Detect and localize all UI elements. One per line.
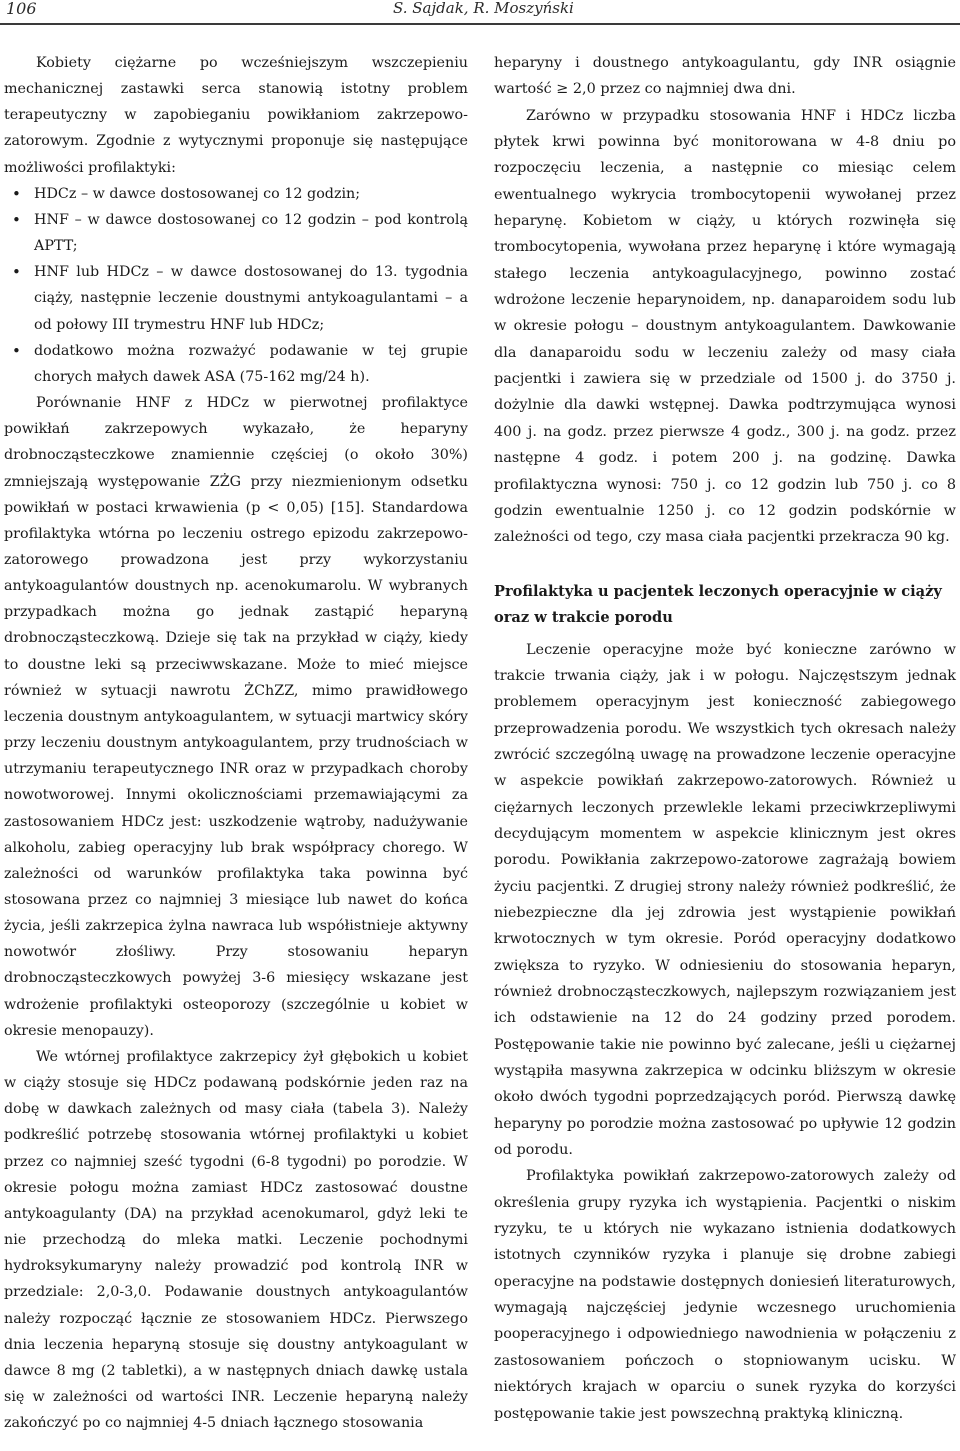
running-header [0,0,960,24]
intro-paragraph: Kobiety ciężarne po wcześniejszym wszczepieniu mechanicznej zastawki serca stanowią istotny problem terapeutyczny w zapobieganiu powikłaniom zakrzepowo-zatorowym. Zgodnie z wytycznymi proponuje się następujące możliwości profilaktyki: [4,55,468,176]
prophylaxis-options-list [4,181,468,390]
list-item: • HNF lub HDCz – w dawce dostosowanej do 13. tygodnia ciąży, następnie leczenie doustnymi antykoagulantami – a od połowy III trymestru HNF lub HDCz; [4,259,468,337]
header-rule [0,23,960,25]
right-column [494,50,956,1427]
list-item: • dodatkowo można rozważyć podawanie w tej grupie chorych małych dawek ASA (75-162 mg/24 h). [4,338,468,390]
continued-paragraph: heparyny i doustnego antykoagulantu, gdy INR osiągnie wartość ≥ 2,0 przez co najmniej dwa dni. [494,55,956,98]
body-paragraph: Leczenie operacyjne może być konieczne zarówno w trakcie trwania ciąży, jak i w połogu. Najczęstszym jednak problemem operacyjnym jest konieczność zabiegowego przeprowadzenia porodu. We wszystkich tych okresach należy zwrócić szczególną uwagę na prowadzone leczenie operacyjne w aspekcie powikłań zakrzepowo-zatorowych. Również u ciężarnych leczonych przewlekle lekami przeciwkrzepliwymi decydującym momentem w aspekcie klinicznym jest okres porodu. Powikłania zakrzepowo-zatorowe zagrażają bowiem życiu pacjentki. Z drugiej strony należy również podkreślić, że niebezpieczne dla jej zdrowia jest wystąpienie powikłań krwotocznych w tym okresie. Poród operacyjny dodatkowo zwiększa to ryzyko. W odniesieniu do stosowania heparyn, również drobnocząsteczkowych, najlepszym rozwiązaniem jest ich odstawienie na 12 do 24 godziny przed porodem. Postępowanie takie nie powinno być zalecane, jeśli u ciężarnej wystąpiła masywna zakrzepica w odcinku bliższym w okresie około dwóch tygodni poprzedzających poród. Pierwszą dawkę heparyny po porodzie można zastosować po upływie 12 godzin od porodu. [494,641,956,1159]
running-head-authors: S. Sajdak, R. Moszyński [393,0,574,17]
body-paragraph: Profilaktyka powikłań zakrzepowo-zatorowych zależy od określenia grupy ryzyka ich wystąpienia. Pacjentki o niskim ryzyku, te u których nie wykazano istnienia dodatkowych istotnych czynników ryzyka i planuje się drobne zabiegi operacyjne na podstawie dostępnych doniesień literaturowych, wymagają najczęściej jedynie wczesnego uruchomienia pooperacyjnego i odpowiedniego nawodnienia w połączeniu z zastosowaniem pończoch o stopniowanym ucisku. W niektórych krajach w oparciu o sunek ryzyka do korzyści postępowanie takie jest powszechną praktyką kliniczną. [494,1168,956,1422]
body-paragraph: We wtórnej profilaktyce zakrzepicy żył głębokich u kobiet w ciąży stosuje się HDCz podawaną podskórnie jeden raz na dobę w dawkach zależnych od masy ciała (tabela 3). Należy podkreślić potrzebę stosowania wtórnej profilaktyki u kobiet przez co najmniej sześć tygodni (6-8 tygodni) po porodzie. W okresie połogu można zamiast HDCz zastosować doustne antykoagulanty (DA) na przykład acenokumarol, gdyż leki te nie przechodzą do mleka matki. Leczenie pochodnymi hydroksykumaryny należy prowadzić pod kontrolą INR w przedziale: 2,0-3,0. Podawanie doustnych antykoagulantów należy rozpocząć łącznie ze stosowaniem HDCz. Pierwszego dnia leczenia heparyną stosuje się doustny antykoagulant w dawce 8 mg (2 tabletki), a w następnych dniach dawkę ustala się w zależności od wartości INR. Leczenie heparyną należy zakończyć po co najmniej 4-5 dniach łącznego stosowania [4,1048,468,1432]
body-paragraph: Zarówno w przypadku stosowania HNF i HDCz liczba płytek krwi powinna być monitorowana w 4-8 dniu po rozpoczęciu leczenia, a następnie co miesiąc celem ewentualnego wykrycia trombocytopenii wywołanej przez heparynę. Kobietom w ciąży, u których rozwinęła się trombocytopenia, wywołana przez heparynę i które wymagają stałego leczenia antykoagulacyjnego, powinno zostać wdrożone leczenie heparynoidem, np. danaparoidem sodu lub w okresie połogu – doustnym antykoagulantem. Dawkowanie dla danaparoidu sodu w leczeniu zależy od masy ciała pacjentki i zawiera się w przedziale od 1500 j. do 3750 j. dożylnie dla dawki wstępnej. Dawka podtrzymująca wynosi 400 j. na godz. przez pierwsze 4 godz., 300 j. na godz. przez następne 4 godz. i potem 200 j. na godzinę. Dawka profilaktyczna wynosi: 750 j. co 12 godzin lub 750 j. co 8 godzin ewentualnie 1250 j. co 12 godzin podskórnie w zależności od tego, czy masa ciała pacjentki przekracza 90 kg. [494,107,956,546]
list-item: • HDCz – w dawce dostosowanej co 12 godzin; [4,181,468,207]
left-column [4,50,468,1436]
body-paragraph: Porównanie HNF z HDCz w pierwotnej profilaktyce powikłań zakrzepowych wykazało, że heparyny drobnocząsteczkowe znamiennie częściej (o około 30%) zmniejszają występowanie ZŻG przy niezmienionym odsetku powikłań w postaci krwawienia (p < 0,05) [15]. Standardowa profilaktyka wtórna po leczeniu ostrego epizodu zakrzepowo-zatorowego prowadzona jest przy wykorzystaniu antykoagulantów doustnych np. acenokumarolu. W wybranych przypadkach można go jednak zastąpić heparyną drobnocząsteczkową. Dzieje się tak na przykład w ciąży, kiedy to doustne leki są przeciwwskazane. Może to mieć miejsce również w sytuacji nawrotu ŻChZZ, mimo prawidłowego leczenia doustnym antykoagulantem, w sytuacji martwicy skóry przy leczeniu doustnym antykoagulantem, przy trudnościach w utrzymaniu terapeutycznego INR oraz w przypadkach choroby nowotworowej. Innymi okolicznościami przemawiającymi za zastosowaniem HDCz jest: uszkodzenie wątroby, nadużywanie alkoholu, zabieg operacyjny lub brak współpracy chorego. W zależności od warunków profilaktyka taka powinna być stosowana przez co najmniej 3 miesiące lub nawet do końca życia, jeśli zakrzepica żylna nawraca lub współistnieje aktywny nowotwór złośliwy. Przy stosowaniu heparyn drobnocząsteczkowych powyżej 3-6 miesięcy wskazane jest wdrożenie profilaktyki osteoporozy (szczególnie u kobiet w okresie menopauzy). [4,395,468,1039]
list-item: • HNF – w dawce dostosowanej co 12 godzin – pod kontrolą APTT; [4,207,468,259]
section-heading: Profilaktyka u pacjentek leczonych operacyjnie w ciąży oraz w trakcie porodu [494,582,942,626]
page-number: 106 [6,0,37,18]
